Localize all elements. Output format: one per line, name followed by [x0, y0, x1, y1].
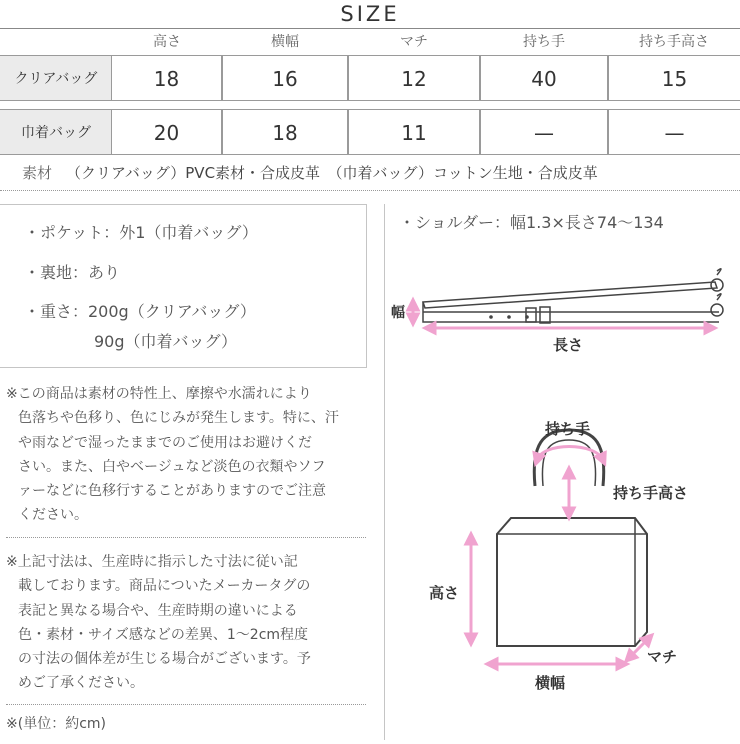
table-cell: 18: [111, 55, 222, 101]
table-cell: 40: [480, 55, 608, 101]
note-line: ※この商品は素材の特性上、摩擦や水濡れにより: [6, 386, 312, 402]
size-note: [6, 550, 372, 696]
row-label-drawstring-bag: 巾着バッグ: [0, 109, 112, 155]
page-title: SIZE: [340, 2, 400, 26]
spec-lining: ・裏地：あり: [24, 263, 121, 282]
shoulder-strap-illustration: [423, 269, 723, 323]
note-line: や雨などで湿ったままでのご使用はお避けくだ: [18, 434, 312, 451]
handle-label: 持ち手: [545, 420, 591, 438]
diagram-panel: [384, 204, 740, 740]
strap-length-label: 長さ: [553, 336, 584, 354]
column-header-height: 高さ: [153, 34, 181, 50]
spec-weight: ・重さ：200g（クリアバッグ）: [24, 302, 256, 321]
divider: [6, 537, 366, 538]
note-line: ァーなどに色移行することがありますのでご注意: [18, 483, 326, 500]
note-line: めご了承ください。: [18, 675, 144, 692]
note-line: ※上記寸法は、生産時に指示した寸法に従い記: [6, 554, 298, 570]
column-header-handle-height: 持ち手高さ: [639, 34, 709, 50]
shoulder-spec: ・ショルダー：幅1.3×長さ74～134: [399, 213, 664, 232]
note-line: さい。また、白やベージュなど淡色の衣類やソフ: [18, 458, 326, 475]
note-line: の寸法の個体差が生じる場合がございます。予: [18, 651, 311, 668]
material-label: 素材: [22, 164, 53, 182]
table-cell: 18: [222, 109, 348, 155]
gusset-label: マチ: [647, 648, 678, 666]
note-line: 表記と異なる場合や、生産時期の違いによる: [18, 602, 298, 619]
bag-width-label: 横幅: [535, 674, 566, 692]
material-row: [0, 160, 740, 186]
height-label: 高さ: [429, 584, 460, 602]
table-cell: 16: [222, 55, 348, 101]
care-note: [6, 382, 372, 528]
bag-diagram: [385, 204, 740, 740]
title-divider: [0, 28, 740, 29]
table-cell: —: [480, 109, 608, 155]
note-line: 載しております。商品についたメーカータグの: [18, 578, 311, 595]
strap-width-label: 幅: [391, 305, 405, 321]
column-header-gusset: マチ: [400, 34, 428, 50]
note-line: 色落ちや色移り、色にじみが発生します。特に、汗: [18, 410, 339, 427]
note-line: 色・素材・サイズ感などの差異、1～2cm程度: [18, 626, 309, 643]
divider: [0, 190, 740, 191]
table-cell: 11: [348, 109, 480, 155]
row-label-clear-bag: クリアバッグ: [0, 55, 112, 101]
bag-illustration: [497, 430, 647, 646]
handle-height-label: 持ち手高さ: [613, 484, 689, 502]
divider: [6, 704, 366, 705]
table-cell: 12: [348, 55, 480, 101]
note-line: ください。: [18, 507, 88, 524]
spec-pocket: ・ポケット：外1（巾着バッグ）: [24, 223, 258, 242]
table-cell: 15: [608, 55, 740, 101]
table-cell: —: [608, 109, 740, 155]
material-text: （クリアバッグ）PVC素材・合成皮革 （巾着バッグ）コットン生地・合成皮革: [66, 164, 598, 182]
column-header-handle: 持ち手: [523, 34, 565, 50]
unit-note-text: ※(単位：約cm): [6, 716, 106, 732]
unit-note: [6, 712, 372, 736]
table-cell: 20: [111, 109, 222, 155]
column-header-width: 横幅: [271, 34, 299, 50]
spec-weight-second: 90g（巾着バッグ）: [94, 332, 237, 351]
